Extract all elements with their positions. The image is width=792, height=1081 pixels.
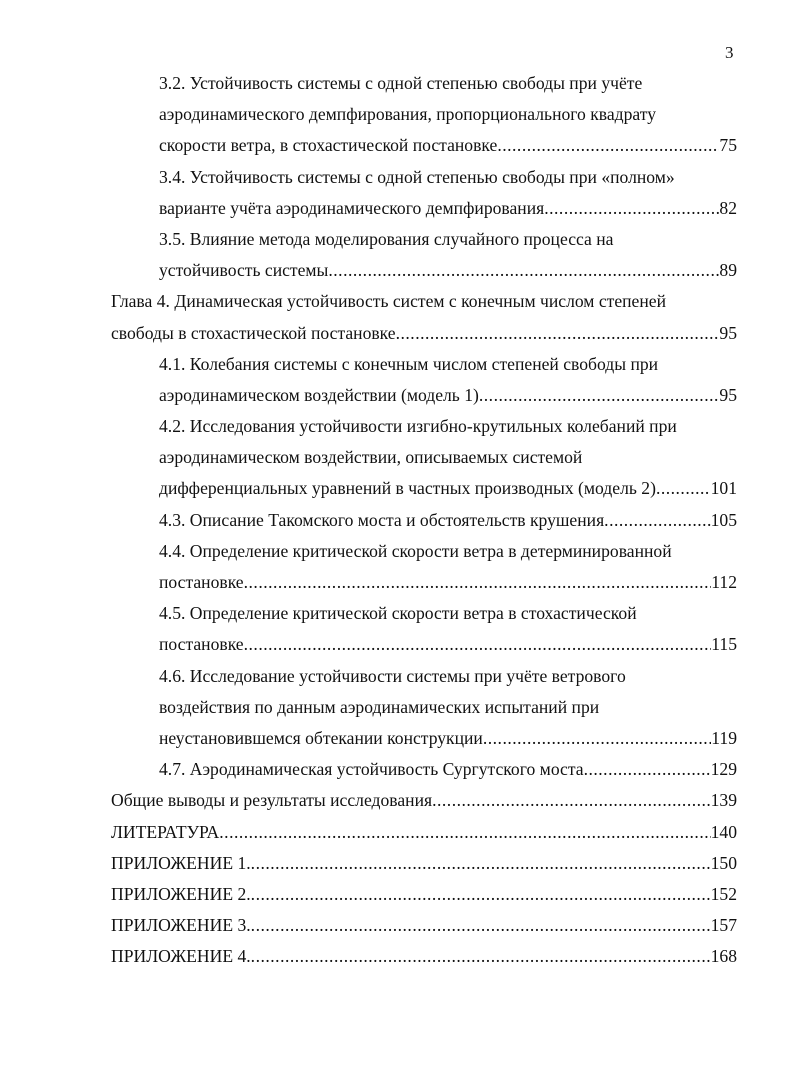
toc-entry-text: Глава 4. Динамическая устойчивость систем с конечным числом степеней <box>111 291 667 312</box>
toc-chapter-entry[interactable] <box>111 941 737 972</box>
toc-entry-text: Общие выводы и результаты исследования <box>111 790 433 811</box>
leader-dots <box>544 193 719 224</box>
leader-dots <box>396 318 720 349</box>
toc-entry-text: варианте учёта аэродинамического демпфирования <box>159 197 545 218</box>
toc-entry-text: устойчивость системы <box>159 260 329 281</box>
toc-page-number: 115 <box>711 634 737 655</box>
toc-entry-text: 3.5. Влияние метода моделирования случайного процесса на <box>159 228 614 249</box>
toc-entry-text: ПРИЛОЖЕНИЕ 3. <box>111 915 251 936</box>
toc-page-number: 140 <box>710 821 737 842</box>
table-of-contents <box>0 68 792 972</box>
toc-entry-text: аэродинамическом воздействии (модель 1) <box>159 384 479 405</box>
toc-entry[interactable] <box>159 68 737 162</box>
toc-entry-text: ПРИЛОЖЕНИЕ 4. <box>111 946 251 967</box>
toc-entry[interactable] <box>159 349 737 411</box>
leader-dots <box>251 941 711 972</box>
toc-entry-text: свободы в стохастической постановке <box>111 322 396 343</box>
toc-entry[interactable] <box>159 162 737 224</box>
toc-chapter-entry[interactable] <box>111 879 737 910</box>
toc-entry-text: постановке <box>159 634 244 655</box>
leader-dots <box>328 255 719 286</box>
toc-entry-text: воздействия по данным аэродинамических испытаний при <box>159 696 600 717</box>
toc-entry-text: ЛИТЕРАТУРА <box>111 821 220 842</box>
toc-entry-text: 4.3. Описание Такомского моста и обстоятельств крушения <box>159 509 605 530</box>
toc-entry[interactable] <box>159 598 737 660</box>
leader-dots <box>251 910 711 941</box>
toc-page-number: 82 <box>719 197 737 218</box>
leader-dots <box>219 817 710 848</box>
toc-entry-text: 4.5. Определение критической скорости ветра в стохастической <box>159 603 637 624</box>
toc-entry-text: дифференциальных уравнений в частных производных (модель 2) <box>159 478 656 499</box>
leader-dots <box>244 629 712 660</box>
toc-entry[interactable] <box>159 505 737 536</box>
toc-page-number: 89 <box>719 260 737 281</box>
toc-entry[interactable] <box>159 411 737 505</box>
toc-entry-text: неустановившемся обтекании конструкции <box>159 727 483 748</box>
leader-dots <box>656 473 711 504</box>
toc-entry-text: 3.2. Устойчивость системы с одной степенью свободы при учёте <box>159 73 643 93</box>
toc-entry-text: 4.6. Исследование устойчивости системы при учёте ветрового <box>159 665 626 686</box>
toc-page-number: 157 <box>710 915 737 936</box>
leader-dots <box>251 879 711 910</box>
toc-entry[interactable] <box>159 661 737 755</box>
leader-dots <box>497 130 719 161</box>
toc-chapter-entry[interactable] <box>111 817 737 848</box>
leader-dots <box>244 567 712 598</box>
toc-entry-text: ПРИЛОЖЕНИЕ 2. <box>111 883 251 904</box>
toc-page-number: 139 <box>710 790 737 811</box>
toc-page-number: 150 <box>710 852 737 873</box>
toc-page-number: 75 <box>719 135 737 156</box>
toc-chapter-entry[interactable] <box>111 910 737 941</box>
toc-page-number: 168 <box>710 946 737 967</box>
toc-entry-text: 4.7. Аэродинамическая устойчивость Сургутского моста <box>159 759 584 780</box>
toc-chapter-entry[interactable] <box>111 785 737 816</box>
toc-entry[interactable] <box>159 224 737 286</box>
toc-page-number: 129 <box>710 759 737 780</box>
toc-entry-text: аэродинамического демпфирования, пропорционального квадрату <box>159 104 657 125</box>
toc-page-number: 95 <box>719 322 737 343</box>
leader-dots <box>479 380 720 411</box>
page-number: 3 <box>725 43 734 62</box>
toc-entry-text: постановке <box>159 572 244 592</box>
toc-chapter-entry[interactable] <box>111 848 737 879</box>
leader-dots <box>251 848 711 879</box>
toc-entry-text: 4.4. Определение критической скорости ветра в детерминированной <box>159 540 672 561</box>
toc-page-number: 101 <box>710 478 737 499</box>
toc-entry-text: 3.4. Устойчивость системы с одной степенью свободы при «полном» <box>159 166 675 187</box>
toc-page-number: 112 <box>711 572 737 592</box>
toc-chapter-entry[interactable] <box>111 286 737 348</box>
toc-page-number: 95 <box>719 384 737 405</box>
toc-entry-text: аэродинамическом воздействии, описываемых системой <box>159 447 583 468</box>
leader-dots <box>584 754 711 785</box>
leader-dots <box>604 505 710 536</box>
toc-entry-text: скорости ветра, в стохастической постановке <box>159 135 498 156</box>
toc-entry[interactable] <box>159 536 737 598</box>
toc-entry-text: 4.1. Колебания системы с конечным числом степеней свободы при <box>159 353 659 374</box>
toc-entry-text: ПРИЛОЖЕНИЕ 1. <box>111 852 251 873</box>
toc-entry-text: 4.2. Исследования устойчивости изгибно-крутильных колебаний при <box>159 416 677 437</box>
toc-page-number: 152 <box>710 883 737 904</box>
toc-page-number: 105 <box>710 509 737 530</box>
leader-dots <box>483 723 711 754</box>
leader-dots <box>432 785 711 816</box>
toc-entry[interactable] <box>159 754 737 785</box>
toc-page-number: 119 <box>711 727 737 748</box>
